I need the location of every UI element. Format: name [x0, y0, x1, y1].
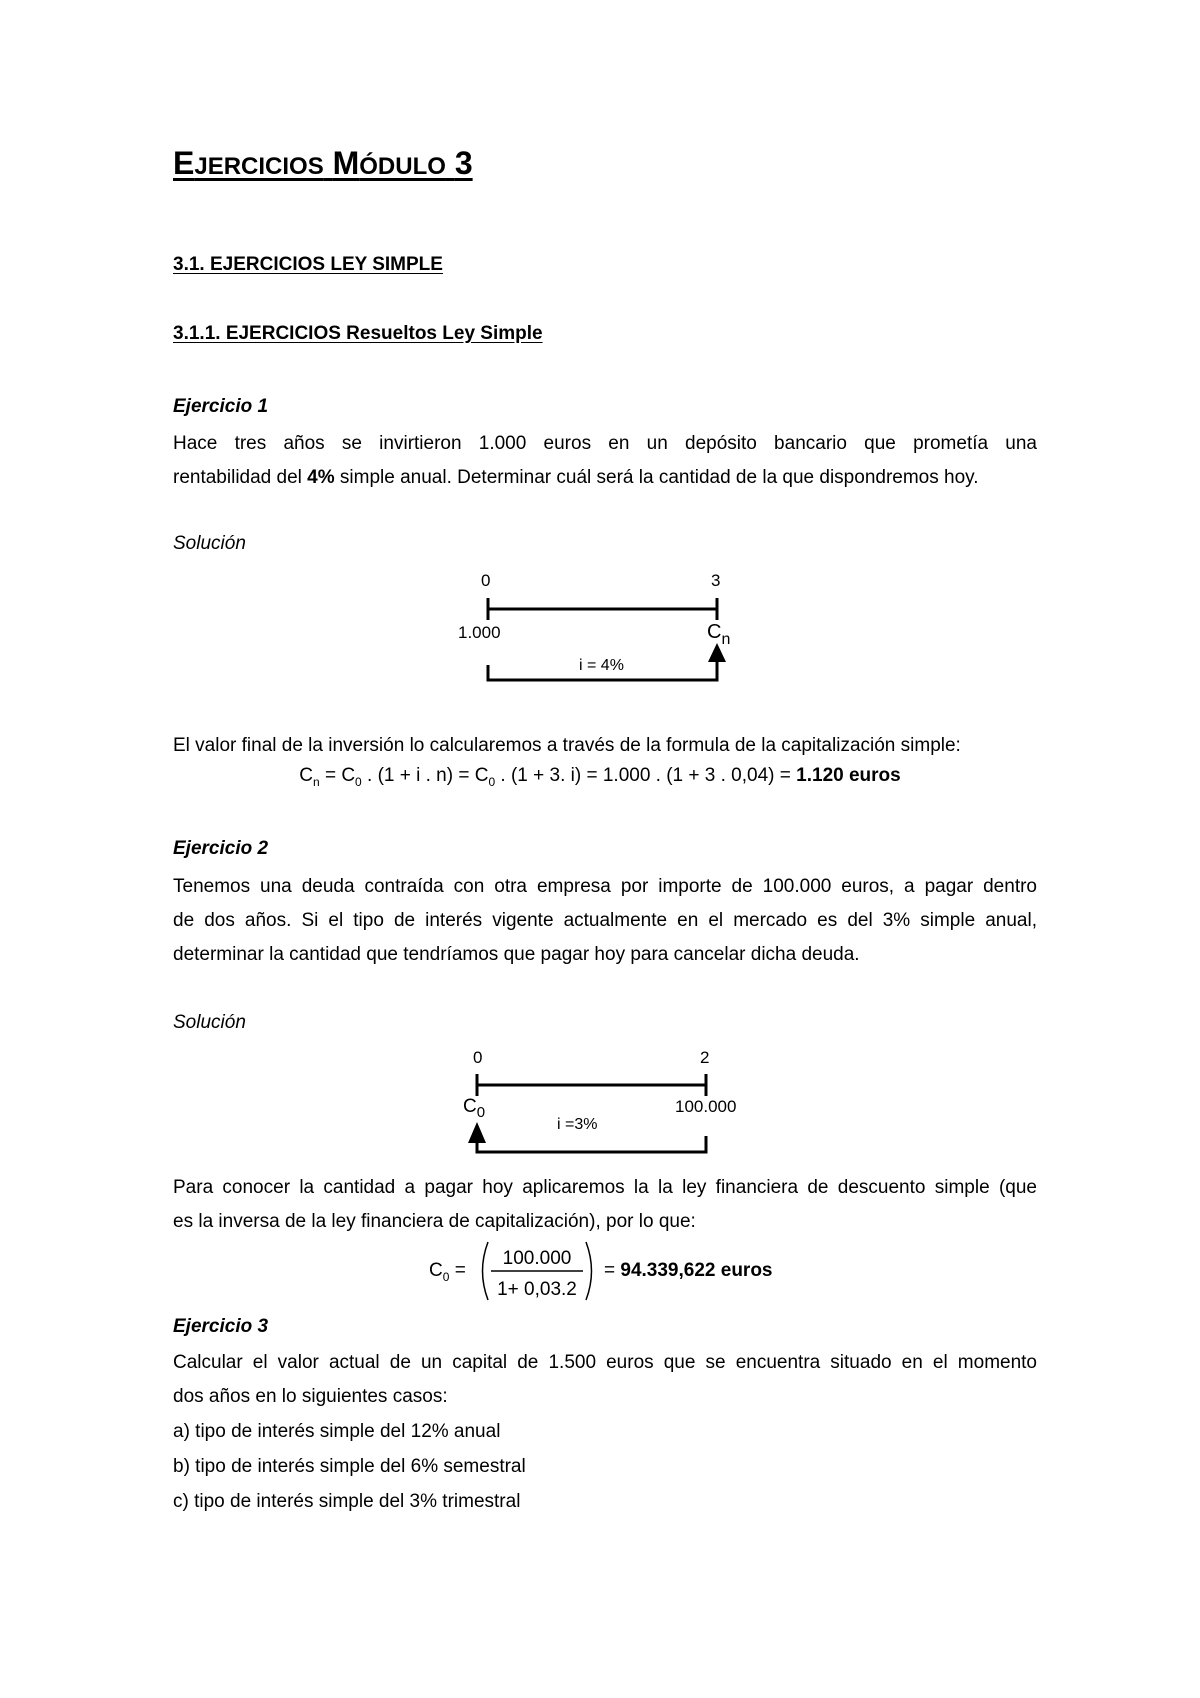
exercise-1-text-line2: rentabilidad del 4% simple anual. Determinar cuál será la cantidad de la que dispondremos hoy.	[173, 467, 979, 488]
fraction	[476, 1240, 598, 1302]
exercise-1-text-line1: Hace tres años se invirtieron 1.000 euros en un depósito bancario que prometía una	[173, 433, 1037, 454]
exercise-3-case-c: c) tipo de interés simple del 3% trimestral	[173, 1491, 521, 1512]
exercise-1-heading: Ejercicio 1	[173, 396, 269, 417]
diagram2-right-value: 100.000	[675, 1097, 737, 1116]
exercise-3-case-b: b) tipo de interés simple del 6% semestral	[173, 1456, 526, 1477]
diagram2-start-label: 0	[473, 1048, 483, 1067]
exercise-3-heading: Ejercicio 3	[173, 1316, 269, 1337]
page-title: EJERCICIOS MÓDULO 3	[173, 145, 473, 181]
exercise-3-case-a: a) tipo de interés simple del 12% anual	[173, 1421, 501, 1442]
diagram1-end-label: 3	[711, 571, 721, 590]
diagram2-left-value: $C_0$	[463, 1096, 486, 1121]
exercise-1-solution-label: Solución	[173, 533, 246, 554]
diagram1-start-label: 0	[481, 571, 491, 590]
section-heading: 3.1. EJERCICIOS LEY SIMPLE	[173, 254, 443, 275]
exercise-1-formula: $C_n = C_0$ . (1 + i . $n) = C_0$ . (1 + 3. i) = 1.000 . (1 + 3 . 0,04) = 1.120 euros	[299, 765, 901, 789]
exercise-2-solution-label: Solución	[173, 1012, 246, 1033]
subsection-heading: 3.1.1. EJERCICIOS Resueltos Ley Simple	[173, 323, 543, 344]
exercise-3-text-line2: dos años en lo siguientes casos:	[173, 1386, 448, 1407]
exercise-2-text-line1: Tenemos una deuda contraída con otra empresa por importe de 100.000 euros, a pagar dentro	[173, 876, 1037, 897]
exercise-2-explanation-line1: Para conocer la cantidad a pagar hoy aplicaremos la la ley financiera de descuento simple (que	[173, 1177, 1037, 1198]
diagram1-right-value: $C_n$	[707, 621, 731, 648]
exercise-2-heading: Ejercicio 2	[173, 838, 269, 859]
fraction-numerator: 100.000	[502, 1248, 572, 1269]
exercise-2-text-line2: de dos años. Si el tipo de interés vigente actualmente en el mercado es del 3% simple anual,	[173, 910, 1037, 931]
exercise-2-explanation-line2: es la inversa de la ley financiera de capitalización), por lo que:	[173, 1211, 696, 1232]
diagram2-end-label: 2	[700, 1048, 710, 1067]
exercise-2-text-line3: determinar la cantidad que tendríamos que pagar hoy para cancelar dicha deuda.	[173, 944, 860, 965]
exercise-1-explanation: El valor final de la inversión lo calcularemos a través de la formula de la capitalización simple:	[173, 735, 961, 756]
fraction-denominator: 1+ 0,03.2	[497, 1279, 577, 1300]
exercise-3-text-line1: Calcular el valor actual de un capital de 1.500 euros que se encuentra situado en el momento	[173, 1352, 1037, 1373]
diagram1-left-value: 1.000	[458, 623, 501, 642]
diagram1-rate-label: i = 4%	[579, 657, 624, 674]
diagram2-rate-label: i =3%	[557, 1116, 598, 1133]
